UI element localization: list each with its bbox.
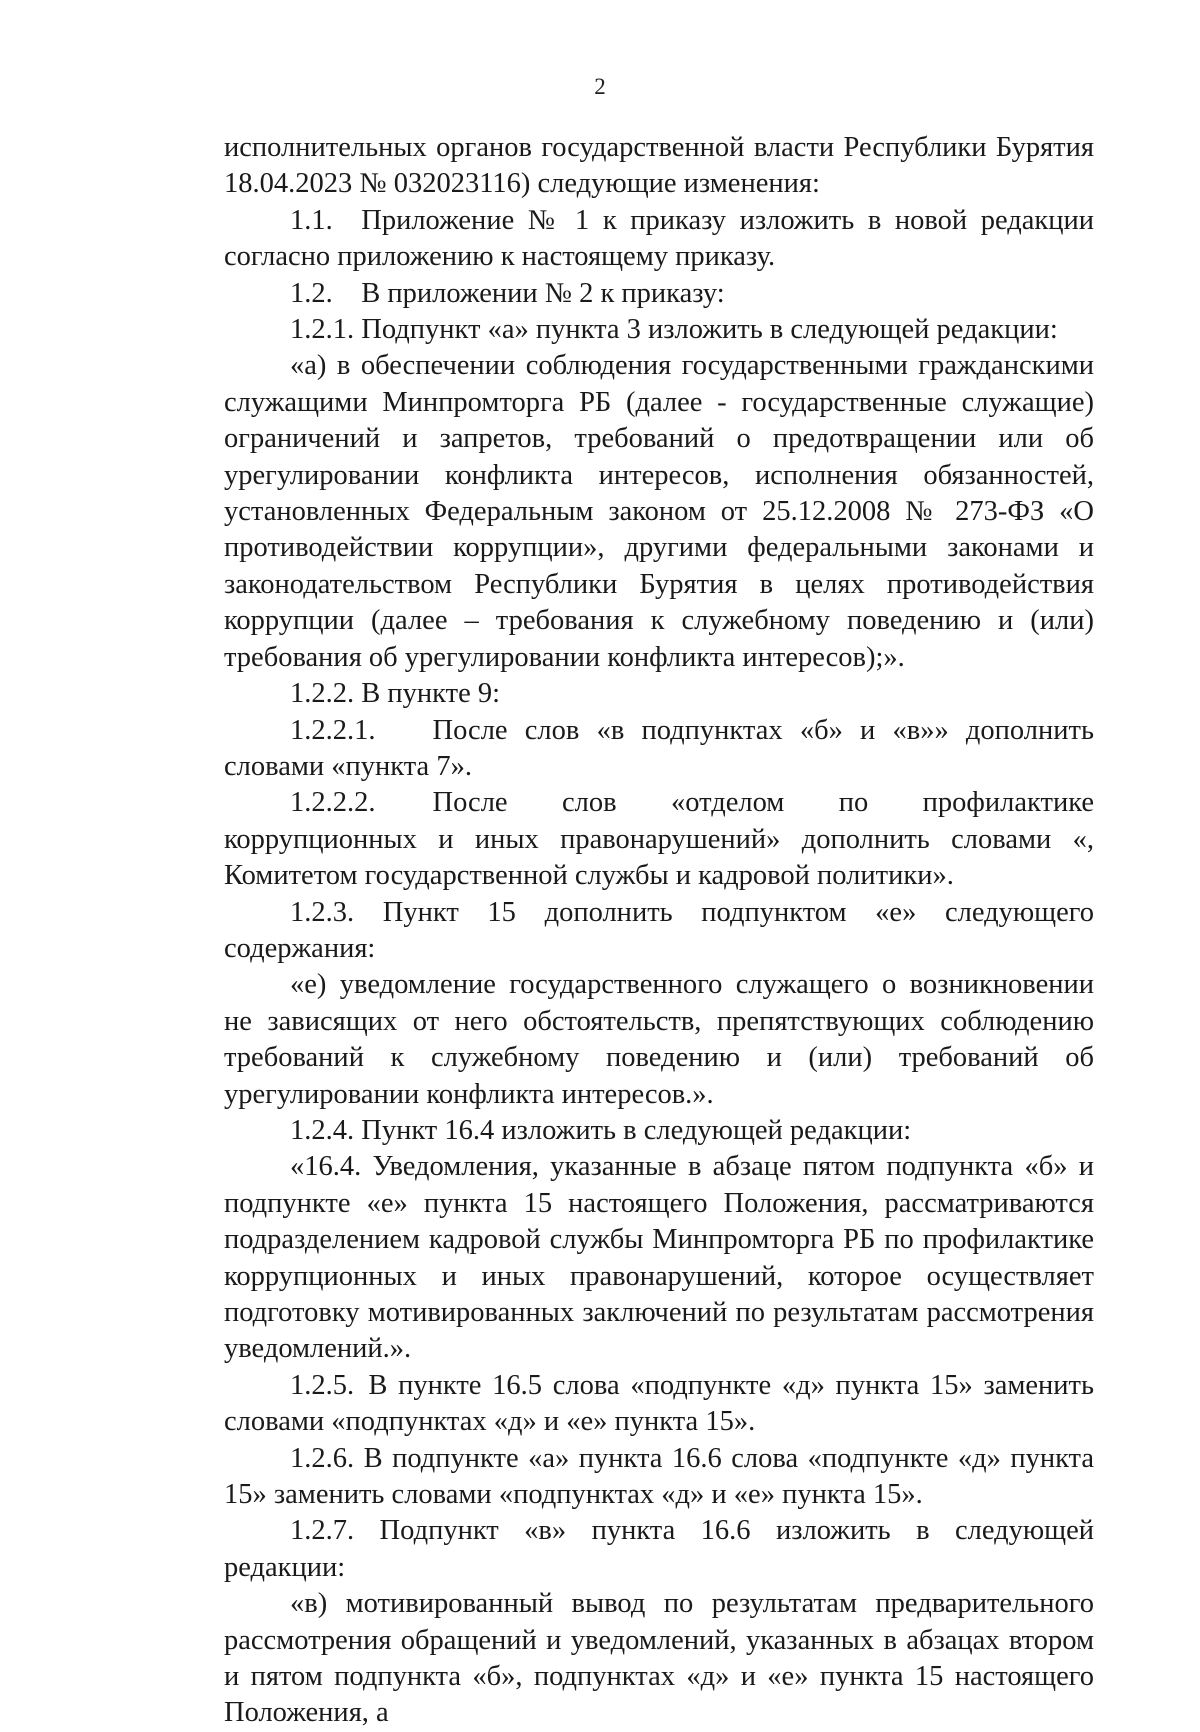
paragraph-continuation: исполнительных органов государственной власти Республики Бурятия 18.04.2023 № 032023116) следующие изменения:	[224, 132, 1094, 200]
paragraph-1-2-7: 1.2.7. Подпункт «в» пункта 16.6 изложить в следующей редакции:	[224, 1515, 1094, 1583]
paragraph-1-2-5: 1.2.5. В пункте 16.5 слова «подпункте «д» пункта 15» заменить словами «подпунктах «д» и «е» пункта 15».	[224, 1369, 1094, 1438]
document-body	[224, 130, 1094, 1732]
paragraph-quote-16-4: «16.4. Уведомления, указанные в абзаце пятом подпункта «б» и подпункте «е» пункта 15 настоящего Положения, рассматриваются подразделением кадровой службы Минпромторга РБ по профилактике коррупционных и иных правонарушений, которое осуществляет подготовку мотивированных заключений по результатам рассмотрения уведомлений.».	[224, 1151, 1094, 1365]
paragraph-1-2-3: 1.2.3. Пункт 15 дополнить подпунктом «е» следующего содержания:	[224, 896, 1094, 964]
page-number: 2	[594, 74, 606, 99]
paragraph-1-2-6: 1.2.6. В подпункте «а» пункта 16.6 слова «подпункте «д» пункта 15» заменить словами «подпунктах «д» и «е» пункта 15».	[224, 1442, 1094, 1511]
paragraph-quote-v: «в) мотивированный вывод по результатам предварительного рассмотрения обращений и уведомлений, указанных в абзацах втором и пятом подпункта «б», подпунктах «д» и «е» пункта 15 настоящего Положения, а	[224, 1588, 1094, 1729]
paragraph-quote-a: «а) в обеспечении соблюдения государственными гражданскими служащими Минпромторга РБ (далее - государственные служащие) ограничений и запретов, требований о предотвращении или об урегулировании конфликта интересов, исполнения обязанностей, установленных Федеральным законом от 25.12.2008 № 273-ФЗ «О противодействии коррупции», другими федеральными законами и законодательством Республики Бурятия в целях противодействия коррупции (далее – требования к служебному поведению и (или) требования об урегулировании конфликта интересов);».	[224, 350, 1094, 673]
paragraph-1-2-2: 1.2.2. В пункте 9:	[290, 678, 501, 710]
paragraph-quote-e: «е) уведомление государственного служащего о возникновении не зависящих от него обстоятельств, препятствующих соблюдению требований к служебному поведению и (или) требований об урегулировании конфликта интересов.».	[224, 969, 1094, 1110]
paragraph-1-2-4: 1.2.4. Пункт 16.4 изложить в следующей редакции:	[290, 1114, 912, 1146]
paragraph-1-2-2-1: 1.2.2.1. После слов «в подпунктах «б» и «в»» дополнить словами «пункта 7».	[224, 714, 1094, 782]
paragraph-1-2-2-2: 1.2.2.2. После слов «отделом по профилактике коррупционных и иных правонарушений» дополнить словами «, Комитетом государственной службы и кадровой политики».	[224, 787, 1094, 892]
paragraph-1-2: 1.2. В приложении № 2 к приказу:	[290, 277, 725, 309]
paragraph-1-1: 1.1. Приложение № 1 к приказу изложить в новой редакции согласно приложению к настоящему приказу.	[224, 204, 1094, 273]
paragraph-1-2-1: 1.2.1. Подпункт «а» пункта 3 изложить в следующей редакции:	[290, 314, 1058, 346]
